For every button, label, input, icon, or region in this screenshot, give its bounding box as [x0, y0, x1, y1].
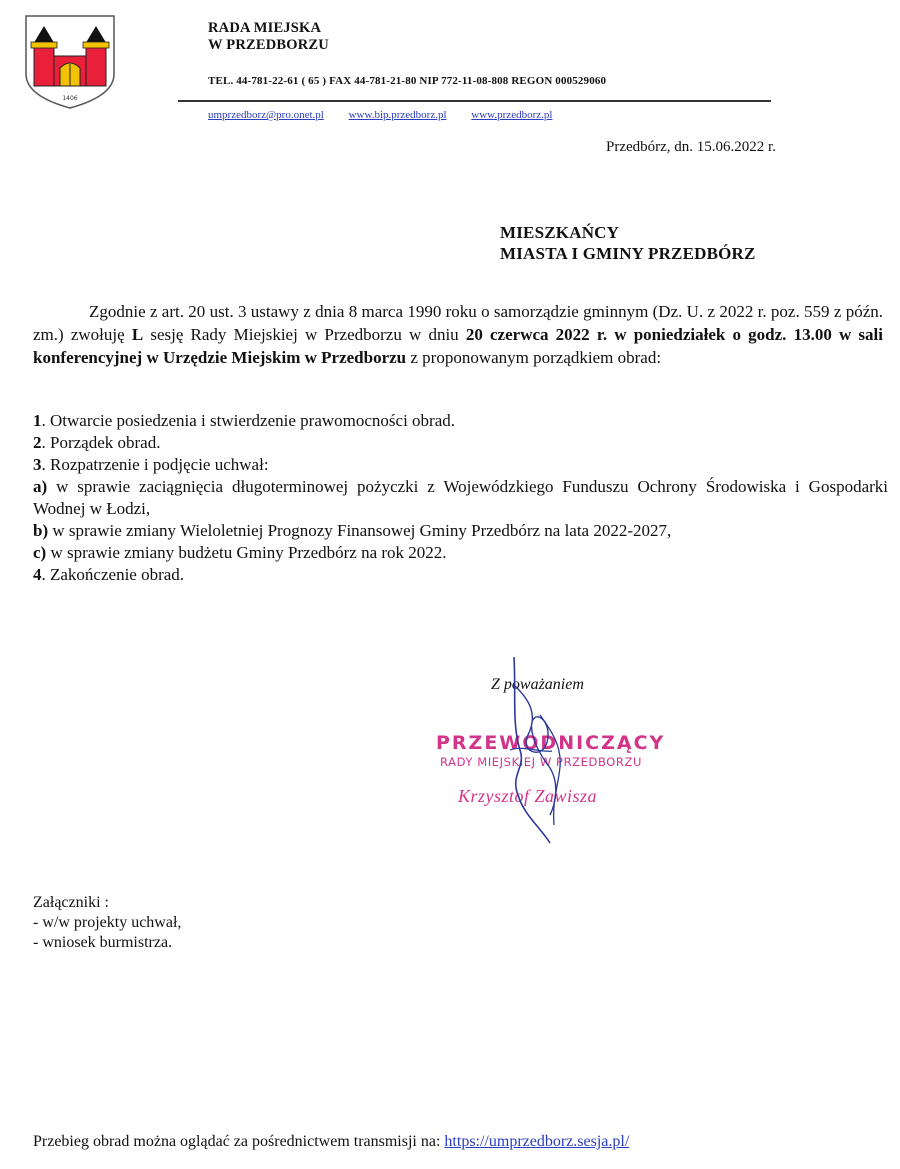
- agenda-item: [33, 520, 888, 542]
- crest-logo: [18, 12, 122, 110]
- agenda-num: c): [33, 543, 47, 562]
- recipient: [500, 222, 756, 264]
- letter-body: [33, 300, 883, 369]
- website-link[interactable]: www.przedborz.pl: [471, 109, 553, 121]
- agenda-num: 2: [33, 433, 42, 452]
- session-number: L: [131, 325, 144, 344]
- header-divider: [178, 100, 771, 102]
- bip-link[interactable]: www.bip.przedborz.pl: [348, 109, 447, 121]
- handwritten-signature: [490, 655, 610, 845]
- agenda-item: [33, 454, 888, 476]
- agenda-item: [33, 564, 888, 586]
- agenda-text: . Porządek obrad.: [41, 433, 161, 452]
- agenda-item: [33, 476, 888, 520]
- stamp-title: PRZEWODNICZĄCY: [436, 732, 666, 754]
- agenda-text: w sprawie zaciągnięcia długoterminowej pożyczki z Wojewódzkiego Funduszu Ochrony Środowiska i Gospodarki Wodnej w Łodzi,: [33, 477, 888, 518]
- agenda-list: [33, 410, 888, 586]
- crest-year: 1406: [62, 95, 78, 102]
- agenda-text: . Rozpatrzenie i podjęcie uchwał:: [41, 455, 269, 474]
- stamp-subtitle: RADY MIEJSKIEJ W PRZEDBORZU: [440, 755, 642, 769]
- attachments: [33, 893, 181, 953]
- attachment-item: - w/w projekty uchwał,: [33, 914, 182, 931]
- body-text-3: z proponowanym porządkiem obrad:: [406, 348, 662, 367]
- agenda-item: [33, 542, 888, 564]
- agenda-text: w sprawie zmiany Wieloletniej Prognozy Finansowej Gminy Przedbórz na lata 2022-2027,: [48, 521, 672, 540]
- transmission-link[interactable]: https://umprzedborz.sesja.pl/: [444, 1133, 630, 1150]
- regards-text: Z poważaniem: [491, 676, 584, 693]
- agenda-num: 3: [33, 455, 42, 474]
- agenda-text: . Zakończenie obrad.: [41, 565, 185, 584]
- contact-line: TEL. 44-781-22-61 ( 65 ) FAX 44-781-21-80 NIP 772-11-08-808 REGON 000529060: [208, 75, 607, 87]
- footer-note: [33, 1133, 629, 1151]
- date-line: Przedbórz, dn. 15.06.2022 r.: [606, 139, 776, 155]
- attachment-item: - wniosek burmistrza.: [33, 934, 173, 951]
- agenda-item: [33, 432, 888, 454]
- org-line-2: W PRZEDBORZU: [208, 37, 329, 53]
- session-date-place: 20 czerwca 2022 r. w poniedziałek o godz. 13.00 w sali konferencyjnej w Urzędzie Miejskim w Przedborzu: [33, 325, 883, 367]
- agenda-num: 4: [33, 565, 42, 584]
- recipient-line-1: MIESZKAŃCY: [500, 223, 620, 242]
- agenda-num: a): [33, 477, 48, 496]
- footer-text: Przebieg obrad można oglądać za pośrednictwem transmisji na:: [33, 1133, 445, 1150]
- body-paragraph: [33, 300, 883, 369]
- attachments-title: Załączniki :: [33, 894, 109, 911]
- stamp-name: Krzysztof Zawisza: [458, 786, 598, 806]
- agenda-num: 1: [33, 411, 42, 430]
- email-link[interactable]: umprzedborz@pro.onet.pl: [208, 109, 324, 121]
- organization-name: [208, 20, 329, 54]
- body-text-2: sesję Rady Miejskiej w Przedborzu w dniu: [143, 325, 466, 344]
- agenda-text: . Otwarcie posiedzenia i stwierdzenie prawomocności obrad.: [41, 411, 456, 430]
- header-links: [208, 109, 574, 121]
- body-text-1: Zgodnie z art. 20 ust. 3 ustawy z dnia 8 marca 1990 roku o samorządzie gminnym (Dz. U. z 2022 r. poz. 559 z późn. zm.) zwołuję: [33, 302, 883, 344]
- recipient-line-2: MIASTA I GMINY PRZEDBÓRZ: [500, 244, 756, 263]
- agenda-num: b): [33, 521, 49, 540]
- agenda-item: [33, 410, 888, 432]
- org-line-1: RADA MIEJSKA: [208, 20, 322, 36]
- agenda-text: w sprawie zmiany budżetu Gminy Przedbórz na rok 2022.: [46, 543, 447, 562]
